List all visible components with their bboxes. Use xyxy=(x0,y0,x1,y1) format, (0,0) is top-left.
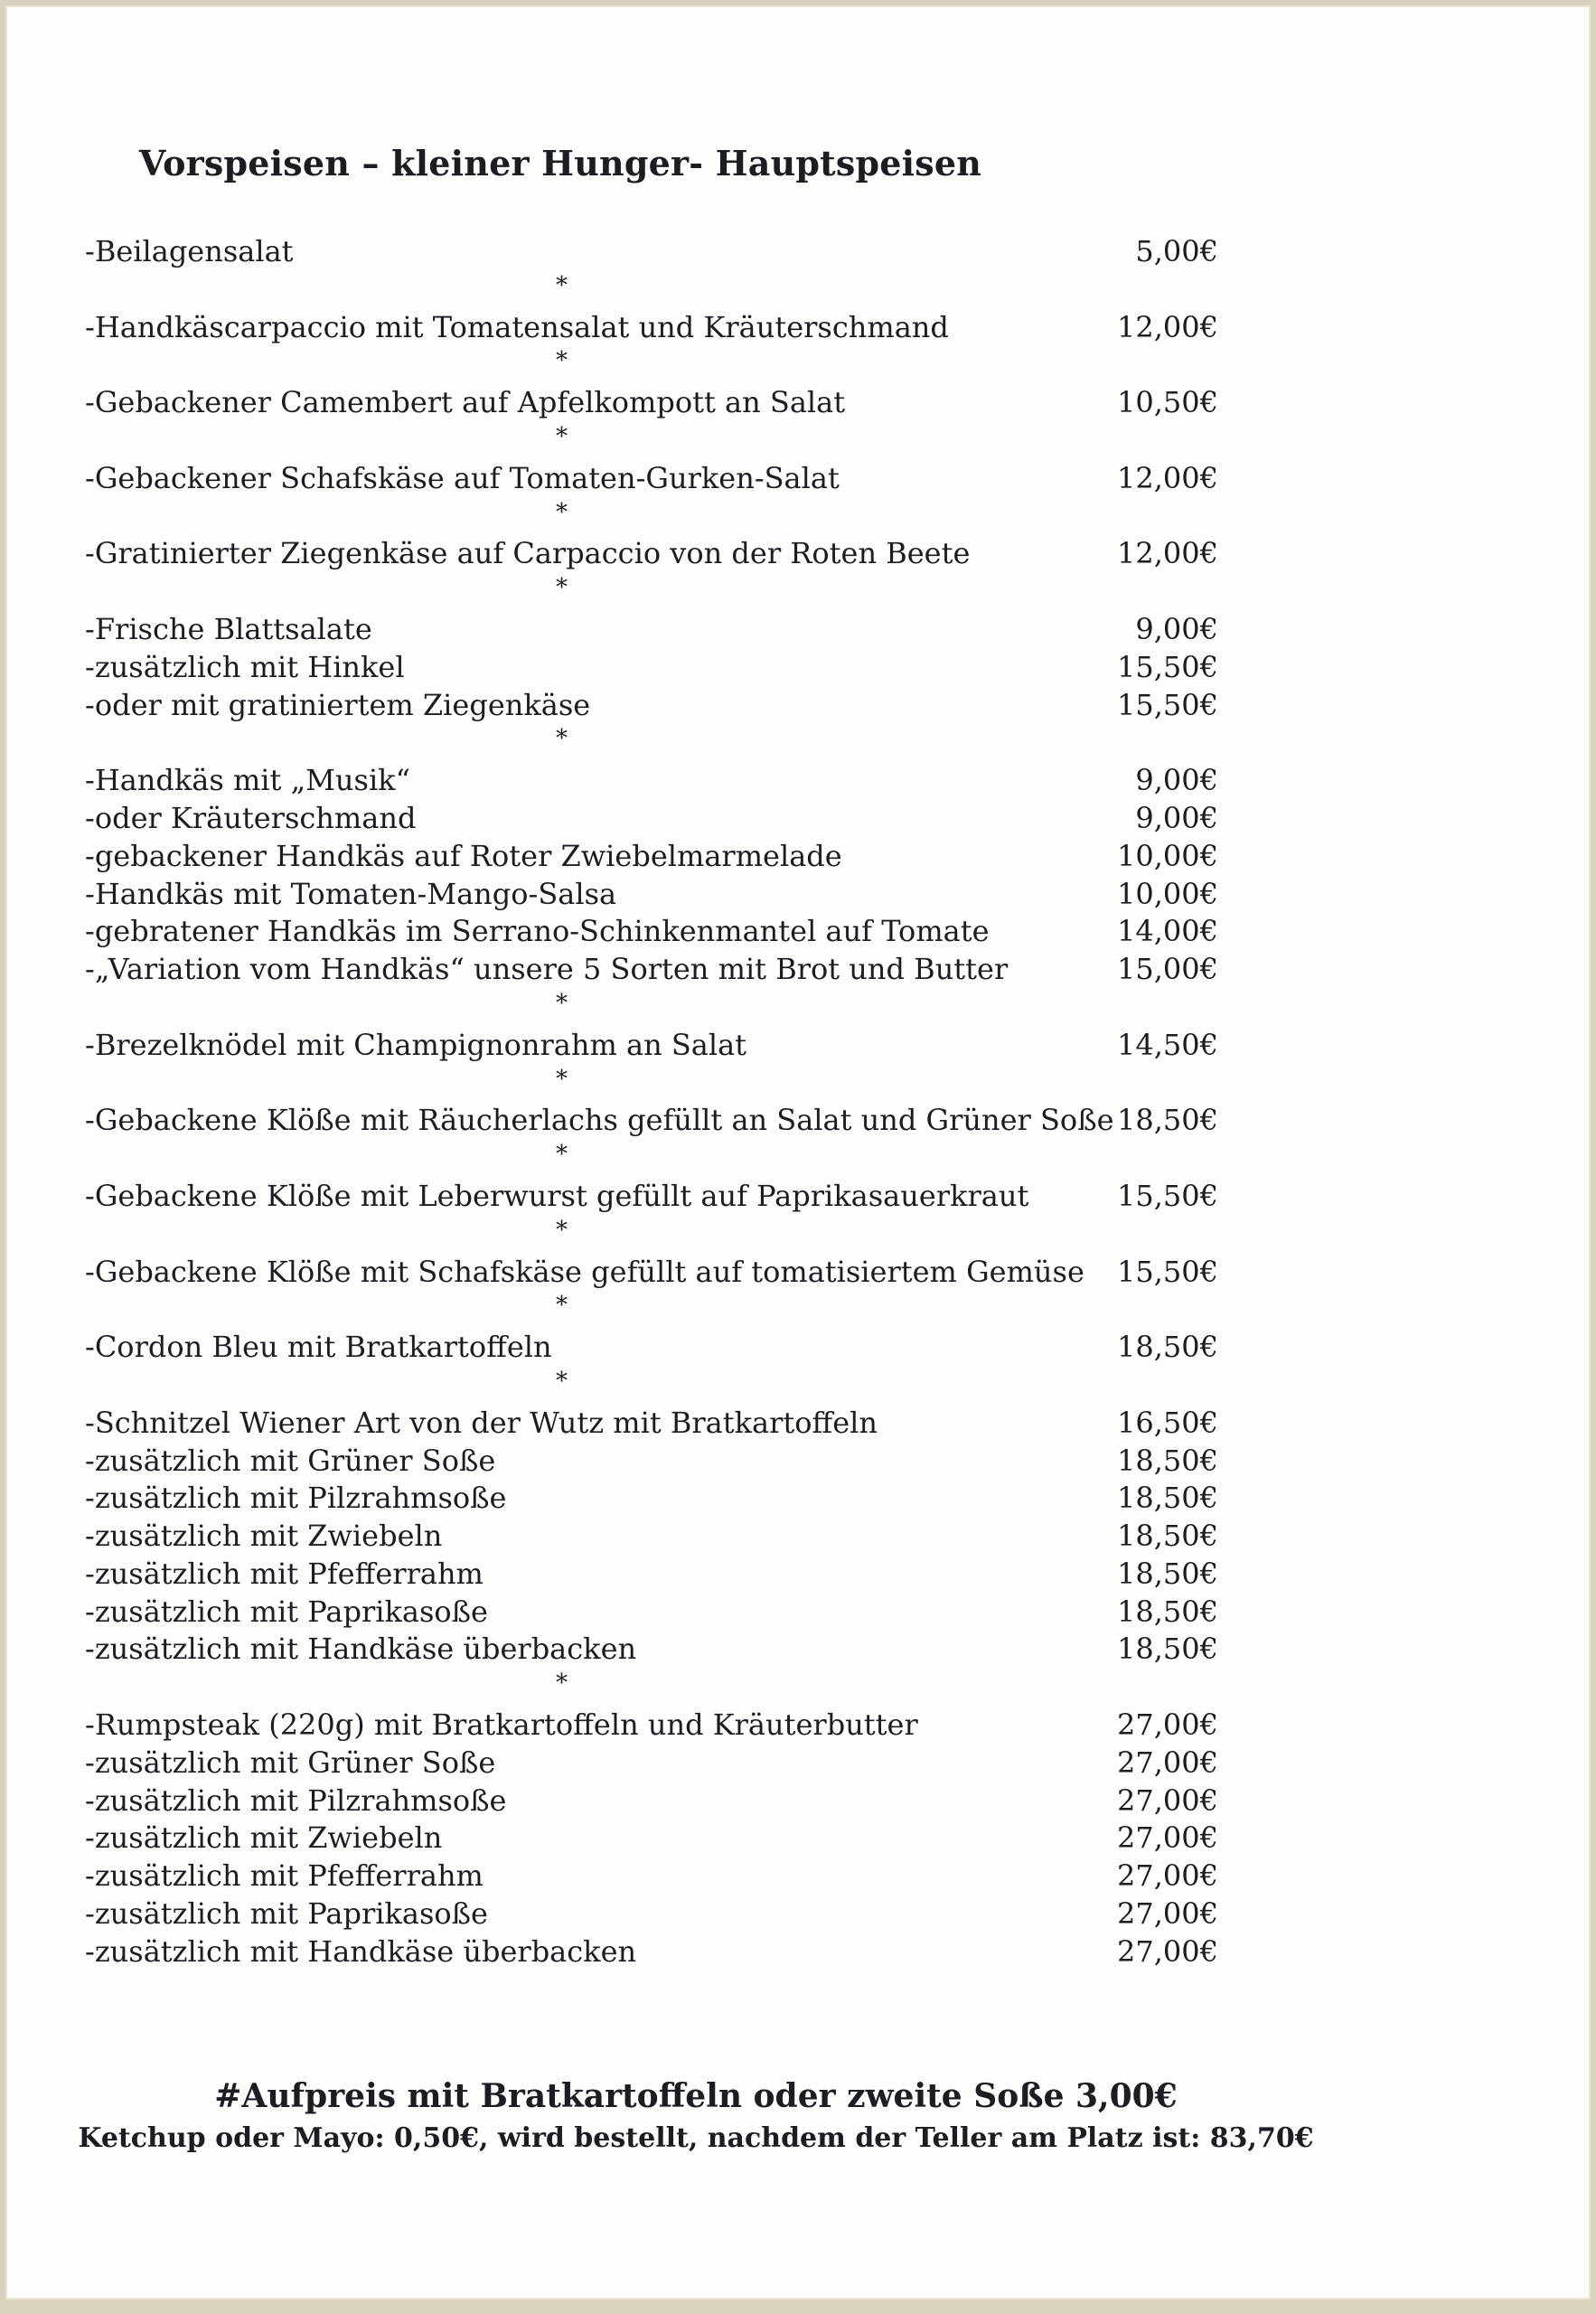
menu-item-price: 9,00€ xyxy=(1135,611,1218,646)
menu-item-name: -oder Kräuterschmand xyxy=(85,800,417,835)
page-title: Vorspeisen – kleiner Hunger- Hauptspeisen xyxy=(138,143,982,183)
menu-item xyxy=(85,1858,1218,1895)
menu-item-price: 12,00€ xyxy=(1117,536,1218,571)
menu-item-price: 15,50€ xyxy=(1117,1254,1218,1289)
menu-item xyxy=(85,1178,1218,1216)
menu-item xyxy=(85,1027,1218,1065)
menu-item-price: 18,50€ xyxy=(1117,1103,1218,1138)
separator-asterisk: * xyxy=(556,725,568,753)
menu-item-name: -Schnitzel Wiener Art von der Wutz mit Bratkartoffeln xyxy=(85,1405,878,1440)
menu-item-price: 27,00€ xyxy=(1117,1783,1218,1818)
menu-item-name: -zusätzlich mit Handkäse überbacken xyxy=(85,1632,637,1667)
menu-page xyxy=(5,5,1591,2300)
menu-item xyxy=(85,1745,1218,1783)
menu-item-name: -zusätzlich mit Pilzrahmsoße xyxy=(85,1481,507,1516)
menu-item-name: -„Variation vom Handkäs“ unsere 5 Sorten mit Brot und Butter xyxy=(85,952,1009,987)
separator-asterisk: * xyxy=(556,271,568,299)
menu-item-name: -Beilagensalat xyxy=(85,234,294,268)
menu-item-price: 15,50€ xyxy=(1117,687,1218,722)
menu-item-name: -Rumpsteak (220g) mit Bratkartoffeln und Kräuterbutter xyxy=(85,1707,918,1743)
menu-item xyxy=(85,1254,1218,1292)
menu-item-price: 15,00€ xyxy=(1117,952,1218,987)
menu-item-price: 27,00€ xyxy=(1117,1896,1218,1932)
menu-item-name: -zusätzlich mit Pfefferrahm xyxy=(85,1556,483,1591)
menu-item xyxy=(85,1933,1218,1971)
menu-item xyxy=(85,1783,1218,1820)
menu-item xyxy=(85,838,1218,876)
menu-item xyxy=(85,1480,1218,1518)
menu-item xyxy=(85,687,1218,725)
menu-item-name: -gebackener Handkäs auf Roter Zwiebelmarmelade xyxy=(85,838,842,873)
menu-item-name: -zusätzlich mit Handkäse überbacken xyxy=(85,1933,637,1969)
menu-item-name: -Handkäs mit Tomaten-Mango-Salsa xyxy=(85,876,617,911)
menu-item-price: 9,00€ xyxy=(1135,763,1218,798)
separator-asterisk: * xyxy=(556,1670,568,1698)
menu-item xyxy=(85,1631,1218,1669)
menu-item-price: 27,00€ xyxy=(1117,1933,1218,1969)
separator-asterisk: * xyxy=(556,347,568,375)
menu-item xyxy=(85,309,1218,347)
menu-item-name: -Brezelknödel mit Champignonrahm an Salat xyxy=(85,1027,747,1062)
menu-item xyxy=(85,1329,1218,1367)
menu-item-name: -zusätzlich mit Pilzrahmsoße xyxy=(85,1783,507,1818)
menu-item-name: -Gratinierter Ziegenkäse auf Carpaccio von der Roten Beete xyxy=(85,536,971,571)
menu-item-name: -zusätzlich mit Zwiebeln xyxy=(85,1519,443,1554)
menu-item-price: 14,00€ xyxy=(1117,914,1218,949)
menu-item-price: 18,50€ xyxy=(1117,1556,1218,1591)
menu-item xyxy=(85,1518,1218,1556)
menu-item-name: -Gebackene Klöße mit Schafskäse gefüllt auf tomatisiertem Gemüse xyxy=(85,1254,1084,1289)
menu-item-price: 10,50€ xyxy=(1117,385,1218,420)
menu-item-price: 27,00€ xyxy=(1117,1745,1218,1780)
menu-item-name: -gebratener Handkäs im Serrano-Schinkenmantel auf Tomate xyxy=(85,914,990,949)
menu-item xyxy=(85,535,1218,573)
menu-item-name: -Frische Blattsalate xyxy=(85,611,372,646)
menu-item xyxy=(85,1443,1218,1481)
menu-item-name: -Gebackene Klöße mit Leberwurst gefüllt auf Paprikasauerkraut xyxy=(85,1178,1029,1213)
separator-asterisk: * xyxy=(556,498,568,526)
separator-asterisk: * xyxy=(556,1065,568,1093)
menu-item xyxy=(85,800,1218,838)
menu-item-price: 18,50€ xyxy=(1117,1443,1218,1478)
separator-asterisk: * xyxy=(556,989,568,1017)
menu-item-price: 18,50€ xyxy=(1117,1594,1218,1629)
menu-item xyxy=(85,1556,1218,1594)
menu-item xyxy=(85,913,1218,951)
footer-surcharge: #Aufpreis mit Bratkartoffeln oder zweite Soße 3,00€ xyxy=(214,2077,1178,2115)
menu-item xyxy=(85,460,1218,498)
menu-item-price: 10,00€ xyxy=(1117,876,1218,911)
separator-asterisk: * xyxy=(556,1292,568,1320)
menu-item-price: 12,00€ xyxy=(1117,460,1218,495)
menu-item-price: 18,50€ xyxy=(1117,1519,1218,1554)
menu-item-price: 14,50€ xyxy=(1117,1027,1218,1062)
menu-item-name: -zusätzlich mit Paprikasoße xyxy=(85,1896,488,1932)
menu-item-price: 18,50€ xyxy=(1117,1330,1218,1365)
menu-item-price: 12,00€ xyxy=(1117,309,1218,344)
menu-item-price: 15,50€ xyxy=(1117,649,1218,684)
menu-item-name: -Gebackener Camembert auf Apfelkompott an Salat xyxy=(85,385,846,420)
menu-item-name: -zusätzlich mit Hinkel xyxy=(85,649,405,684)
menu-item xyxy=(85,233,1218,271)
menu-item-price: 5,00€ xyxy=(1135,234,1218,268)
menu-item-name: -oder mit gratiniertem Ziegenkäse xyxy=(85,687,591,722)
menu-item xyxy=(85,649,1218,687)
menu-item-name: -zusätzlich mit Grüner Soße xyxy=(85,1745,496,1780)
menu-item xyxy=(85,1707,1218,1745)
menu-item xyxy=(85,1405,1218,1443)
separator-asterisk: * xyxy=(556,574,568,602)
menu-item-name: -zusätzlich mit Zwiebeln xyxy=(85,1820,443,1856)
menu-item-name: -Handkäscarpaccio mit Tomatensalat und Kräuterschmand xyxy=(85,309,949,344)
menu-item-name: -Gebackene Klöße mit Räucherlachs gefüllt an Salat und Grüner Soße xyxy=(85,1103,1114,1138)
menu-item xyxy=(85,876,1218,914)
menu-item xyxy=(85,1594,1218,1632)
menu-item-price: 9,00€ xyxy=(1135,800,1218,835)
menu-item-price: 18,50€ xyxy=(1117,1481,1218,1516)
menu-item xyxy=(85,611,1218,649)
menu-item-price: 15,50€ xyxy=(1117,1178,1218,1213)
menu-item xyxy=(85,762,1218,800)
menu-item xyxy=(85,1102,1218,1140)
separator-asterisk: * xyxy=(556,1216,568,1244)
menu-item xyxy=(85,384,1218,422)
menu-item-price: 10,00€ xyxy=(1117,838,1218,873)
separator-asterisk: * xyxy=(556,1141,568,1169)
menu-item-name: -Handkäs mit „Musik“ xyxy=(85,763,410,798)
menu-item-name: -Gebackener Schafskäse auf Tomaten-Gurken-Salat xyxy=(85,460,840,495)
menu-item-price: 27,00€ xyxy=(1117,1858,1218,1894)
menu-item-price: 27,00€ xyxy=(1117,1707,1218,1743)
menu-item-price: 16,50€ xyxy=(1117,1405,1218,1440)
menu-item xyxy=(85,1895,1218,1933)
menu-item-name: -zusätzlich mit Pfefferrahm xyxy=(85,1858,483,1894)
menu-list xyxy=(85,233,1218,1971)
separator-asterisk: * xyxy=(556,1367,568,1395)
menu-item-name: -zusätzlich mit Grüner Soße xyxy=(85,1443,496,1478)
separator-asterisk: * xyxy=(556,422,568,450)
menu-item-price: 18,50€ xyxy=(1117,1632,1218,1667)
footer-note: Ketchup oder Mayo: 0,50€, wird bestellt, nachdem der Teller am Platz ist: 83,70€ xyxy=(78,2122,1314,2154)
menu-item xyxy=(85,951,1218,989)
menu-item xyxy=(85,1820,1218,1858)
menu-item-price: 27,00€ xyxy=(1117,1820,1218,1856)
menu-item-name: -zusätzlich mit Paprikasoße xyxy=(85,1594,488,1629)
menu-item-name: -Cordon Bleu mit Bratkartoffeln xyxy=(85,1330,552,1365)
